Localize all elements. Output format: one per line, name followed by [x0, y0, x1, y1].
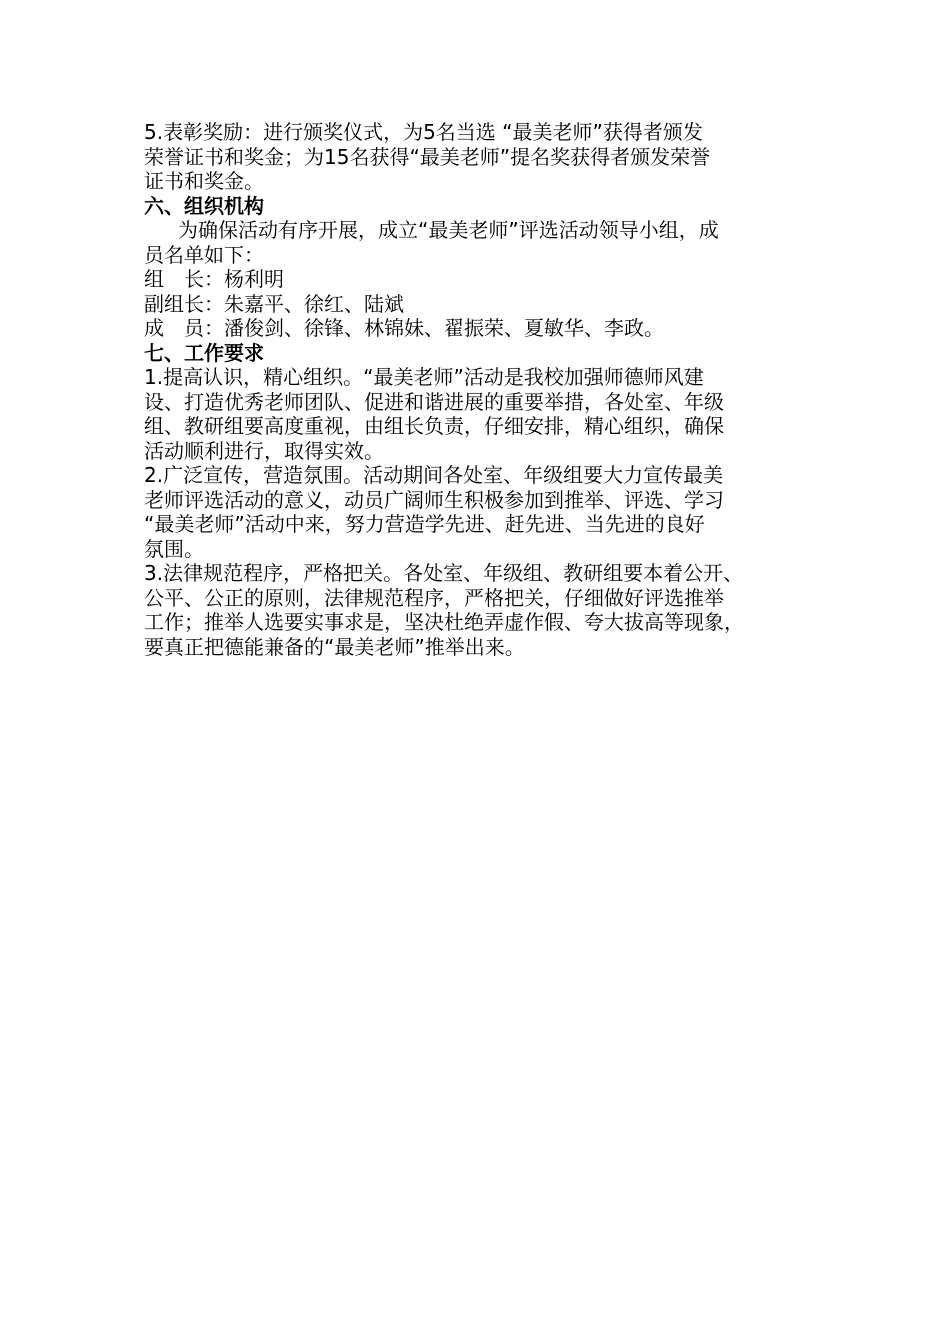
member-list: [144, 267, 808, 341]
text-line: 为确保活动有序开展，成立“最美老师”评选活动领导小组，成: [178, 218, 719, 242]
text-line: 1.提高认识，精心组织。“最美老师”活动是我校加强师德师风建: [144, 365, 704, 389]
text-line: “最美老师”活动中来，努力营造学先进、赶先进、当先进的良好: [144, 512, 705, 536]
text-line: 公平、公正的原则，法律规范程序，严格把关，仔细做好评选推举: [144, 585, 724, 610]
member-row-deputy: [144, 292, 808, 317]
text-line: 工作；推举人选要实事求是，坚决杜绝弄虚作假、夸大拔高等现象，: [144, 610, 744, 634]
text-line: 活动顺利进行，取得实效。: [144, 438, 384, 463]
paragraph-award: [144, 120, 808, 194]
member-row-leader: [144, 267, 808, 292]
role-label: 副组长：: [144, 291, 224, 316]
member-names: 潘俊剑、徐锋、林锦妹、翟振荣、夏敏华、李政。: [224, 316, 664, 340]
text-line: 2.广泛宣传，营造氛围。活动期间各处室、年级组要大力宣传最美: [144, 463, 724, 487]
role-label: 组 长：: [144, 267, 224, 291]
member-names: 杨利明: [224, 267, 284, 291]
text-line: 3.法律规范程序，严格把关。各处室、年级组、教研组要本着公开、: [144, 561, 744, 585]
paragraph-organization-intro: [144, 218, 808, 267]
paragraph-requirement-3: [144, 561, 808, 659]
text-line: 老师评选活动的意义，动员广阔师生积极参加到推举、评选、学习: [144, 487, 724, 512]
section-heading-requirements: 七、工作要求: [144, 340, 264, 365]
paragraph-requirement-1: [144, 365, 808, 463]
paragraph-requirement-2: [144, 463, 808, 561]
text-line: 荣誉证书和奖金；为15名获得“最美老师”提名奖获得者颁发荣誉: [144, 144, 711, 169]
text-line: 氛围。: [144, 536, 204, 561]
text-line: 5.表彰奖励：进行颁奖仪式，为5名当选 “最美老师”获得者颁发: [144, 120, 703, 144]
text-line: 设、打造优秀老师团队、促进和谐进展的重要举措，各处室、年级: [144, 389, 724, 414]
document-page: [144, 120, 808, 659]
text-line: 证书和奖金。: [144, 169, 264, 193]
text-line: 组、教研组要高度重视，由组长负责，仔细安排，精心组织，确保: [144, 414, 724, 438]
member-names: 朱嘉平、徐红、陆斌: [224, 291, 404, 316]
member-row-members: [144, 316, 808, 341]
text-line: 员名单如下：: [144, 242, 264, 267]
section-heading-organization: 六、组织机构: [144, 193, 264, 218]
role-label: 成 员：: [144, 316, 224, 340]
text-line: 要真正把德能兼备的“最美老师”推举出来。: [144, 634, 525, 659]
